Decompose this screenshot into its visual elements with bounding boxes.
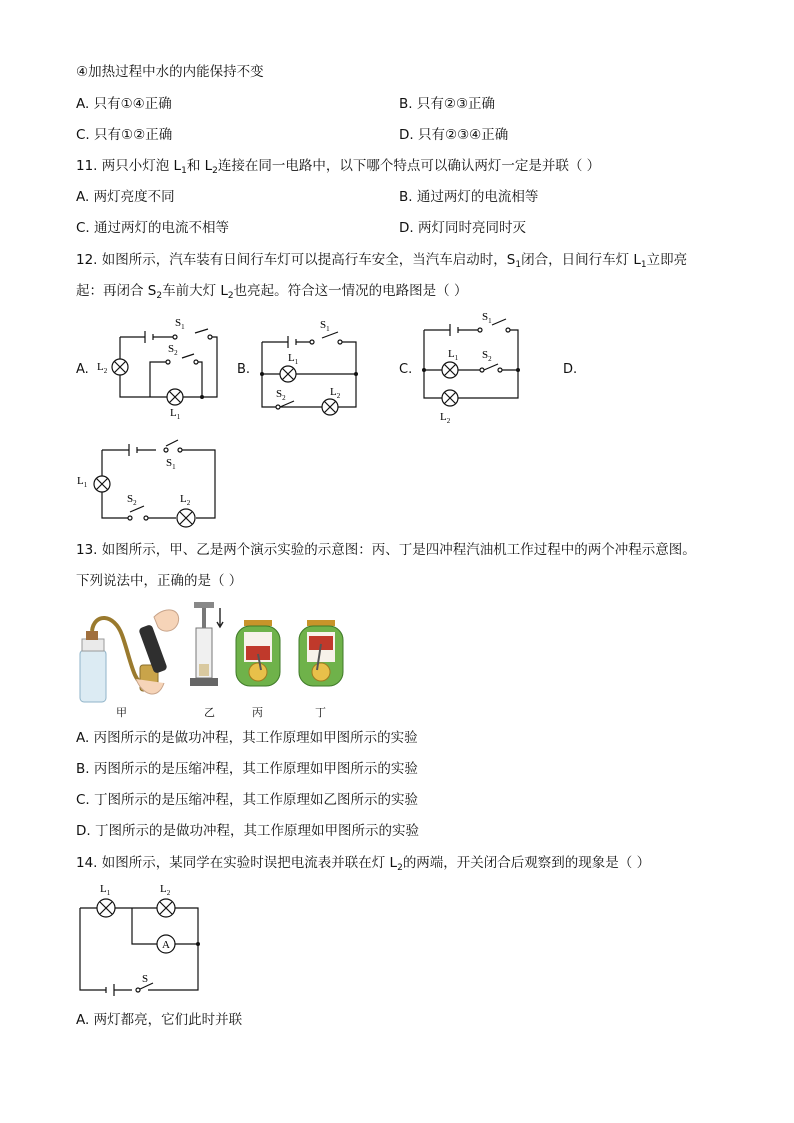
q13-figure-jia xyxy=(74,605,189,710)
a-l1: $L_1$ xyxy=(170,407,181,421)
d-l1: $L_1$ xyxy=(77,475,88,489)
q12-line2-c: 也亮起。符合这一情况的电路图是（ ） xyxy=(233,283,468,299)
q10-option-c: C. 只有①②正确 xyxy=(76,127,173,143)
q13-stem-line1: 13. 如图所示，甲、乙是两个演示实验的示意图：丙、丁是四冲程汽油机工作过程中的两个冲程示意图。 xyxy=(76,542,696,558)
q13-stem-line2: 下列说法中，正确的是（ ） xyxy=(76,573,243,589)
a-l2: $L_2$ xyxy=(97,361,108,375)
q11-sub2: 2 xyxy=(212,166,218,176)
q12-line1-a: 12. 如图所示，汽车装有日间行车灯可以提高行车安全，当汽车启动时，S xyxy=(76,252,516,268)
q12-circuit-a xyxy=(90,312,230,422)
q12-circuit-b xyxy=(250,312,370,424)
q13-option-c: C. 丁图所示的是压缩冲程，其工作原理如乙图所示的实验 xyxy=(76,792,419,808)
q12-line1-b: 闭合，日间行车灯 L xyxy=(521,252,641,268)
c-s1: $S_1$ xyxy=(482,311,492,325)
q14-l1: $L_1$ xyxy=(100,883,111,897)
q11-stem-a: 11. 两只小灯泡 L xyxy=(76,158,182,174)
caption-jia: 甲 xyxy=(116,706,127,719)
q14-meter-label: A xyxy=(162,939,170,951)
b-l1: $L_1$ xyxy=(288,352,299,366)
q14-switch-label: S xyxy=(142,973,149,985)
a-s1: $S_1$ xyxy=(175,317,185,331)
d-s1: $S_1$ xyxy=(166,457,176,471)
q10-statement-4: ④加热过程中水的内能保持不变 xyxy=(76,64,264,80)
q12-circuit-c xyxy=(412,308,532,430)
q12-line1-c: 立即亮 xyxy=(646,252,688,268)
q11-stem-c: 连接在同一电路中，以下哪个特点可以确认两灯一定是并联（ ） xyxy=(217,158,601,174)
q11-option-b: B. 通过两灯的电流相等 xyxy=(399,189,539,205)
q12-circuit-d-label: D. xyxy=(563,362,578,377)
q12-sub-s2: 2 xyxy=(156,291,163,301)
q13-option-a: A. 丙图所示的是做功冲程，其工作原理如甲图所示的实验 xyxy=(76,730,418,746)
q12-stem-line2 xyxy=(76,282,467,305)
q12-sub-s1: 1 xyxy=(515,260,522,270)
q14-stem-b: 的两端，开关闭合后观察到的现象是（ ） xyxy=(402,855,651,871)
b-l2: $L_2$ xyxy=(330,386,341,400)
d-l2: $L_2$ xyxy=(180,493,191,507)
q12-circuit-a-label: A. xyxy=(76,362,89,377)
q14-circuit xyxy=(74,878,214,1000)
a-s2: $S_2$ xyxy=(168,343,178,357)
q12-line2-b: 车前大灯 L xyxy=(162,283,228,299)
d-s2: $S_2$ xyxy=(127,493,137,507)
q11-option-a: A. 两灯亮度不同 xyxy=(76,189,175,205)
caption-bing: 丙 xyxy=(252,706,263,719)
q14-stem-a: 14. 如图所示，某同学在实验时误把电流表并联在灯 L xyxy=(76,855,398,871)
q12-stem-line1 xyxy=(76,251,687,274)
q13-option-d: D. 丁图所示的是做功冲程，其工作原理如甲图所示的实验 xyxy=(76,823,419,839)
q12-circuit-b-label: B. xyxy=(237,362,251,377)
q11-stem-b: 和 L xyxy=(186,158,213,174)
q12-circuit-d xyxy=(74,430,224,535)
b-s2: $S_2$ xyxy=(276,388,286,402)
q11-sub1: 1 xyxy=(181,166,187,176)
q10-option-d: D. 只有②③④正确 xyxy=(399,127,509,143)
q14-option-a: A. 两灯都亮，它们此时并联 xyxy=(76,1012,243,1028)
q12-circuit-c-label: C. xyxy=(399,362,413,377)
q11-option-c: C. 通过两灯的电流不相等 xyxy=(76,220,230,236)
c-l2: $L_2$ xyxy=(440,411,451,425)
q12-line2-a: 起：再闭合 S xyxy=(76,283,157,299)
q13-figure-yi xyxy=(186,600,226,692)
q13-figure-ding xyxy=(293,610,348,692)
q12-sub-l2: 2 xyxy=(227,291,234,301)
q14-stem xyxy=(76,854,650,877)
b-s1: $S_1$ xyxy=(320,319,330,333)
c-s2: $S_2$ xyxy=(482,349,492,363)
q11-stem xyxy=(76,157,600,180)
q10-option-a: A. 只有①④正确 xyxy=(76,96,172,112)
q14-sub: 2 xyxy=(397,863,403,873)
q12-sub-l1: 1 xyxy=(640,260,647,270)
c-l1: $L_1$ xyxy=(448,348,459,362)
q11-option-d: D. 两灯同时亮同时灭 xyxy=(399,220,526,236)
q13-option-b: B. 丙图所示的是压缩冲程，其工作原理如甲图所示的实验 xyxy=(76,761,418,777)
caption-ding: 丁 xyxy=(315,706,326,719)
q13-figure-bing xyxy=(230,610,285,692)
q14-l2: $L_2$ xyxy=(160,883,171,897)
q10-option-b: B. 只有②③正确 xyxy=(399,96,496,112)
caption-yi: 乙 xyxy=(204,706,215,719)
